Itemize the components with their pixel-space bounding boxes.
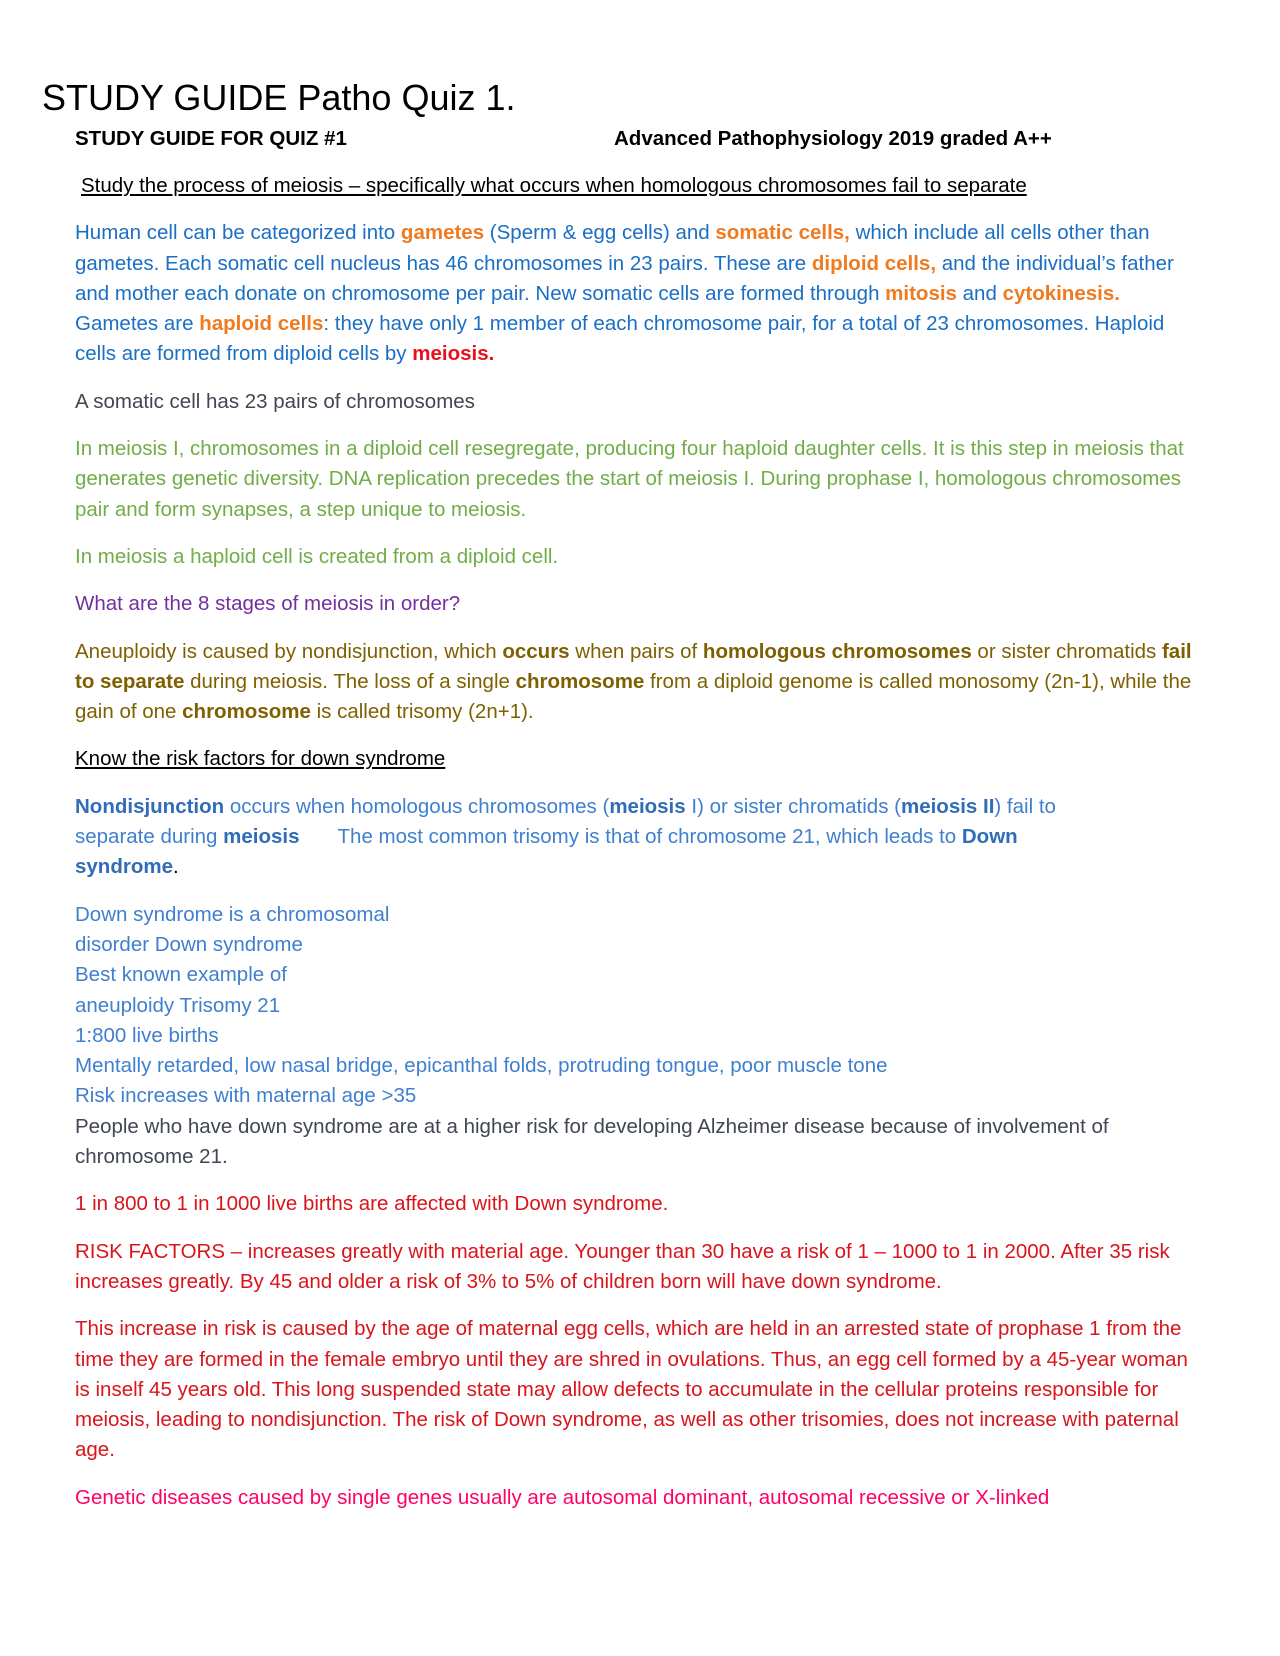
text: during meiosis. The loss of a single [184, 669, 516, 693]
bold-term: Nondisjunction [75, 794, 225, 818]
list-item: Down syndrome is a chromosomal [75, 902, 390, 926]
down-syndrome-list [75, 900, 1205, 1173]
term-haploid: haploid cells [199, 312, 324, 336]
list-item: Mentally retarded, low nasal bridge, epicanthal folds, protruding tongue, poor muscle tone [75, 1054, 888, 1078]
paragraph-genetic-diseases: Genetic diseases caused by single genes usually are autosomal dominant, autosomal recessive or X-linked [75, 1485, 1050, 1509]
section-heading-meiosis [75, 171, 1205, 201]
text: and the individual’s father and mother each donate on chromosome per pair. New somatic cells are formed through [75, 251, 1174, 305]
bold-term: meiosis [609, 794, 686, 818]
term-cytokinesis: cytokinesis. [1002, 281, 1120, 305]
bold-term: Down syndrome [75, 825, 1018, 879]
document-title: STUDY GUIDE Patho Quiz 1. [42, 77, 516, 118]
paragraph-nondisjunction [75, 792, 1085, 883]
paragraph-somatic: A somatic cell has 23 pairs of chromosomes [75, 389, 475, 413]
list-item: Risk increases with maternal age >35 [75, 1084, 417, 1108]
document-body [75, 124, 1205, 1530]
paragraph-haploid: In meiosis a haploid cell is created from a diploid cell. [75, 544, 559, 568]
section-heading-down [75, 744, 1205, 774]
paragraph-maternal-age: This increase in risk is caused by the age of maternal egg cells, which are held in an arrested state of prophase 1 from the time they are formed in the female embryo until they are shred in ovulations. Thus, an egg cell formed by a 45-year woman is inself 45 years old. This long suspended state may allow defects to accumulate in the cellular proteins responsible for meiosis, leading to nondisjunction. The risk of Down syndrome, as well as other trisomies, does not increase with paternal age. [75, 1317, 1188, 1462]
term-meiosis: meiosis. [412, 342, 495, 366]
bold-term: chromosome [182, 700, 311, 724]
text: Gametes are [75, 312, 200, 336]
text: from a diploid genome is called monosomy (2n-1), while the gain of one [75, 669, 1192, 724]
header-left: STUDY GUIDE FOR QUIZ #1 [75, 127, 347, 150]
paragraph-incidence: 1 in 800 to 1 in 1000 live births are affected with Down syndrome. [75, 1192, 669, 1216]
text: which include all cells other than gametes. Each somatic cell nucleus has 46 chromosomes in 23 pairs. These are [75, 221, 1150, 275]
paragraph-meiosis-one: In meiosis I, chromosomes in a diploid cell resegregate, producing four haploid daughter cells. It is this step in meiosis that generates genetic diversity. DNA replication precedes the start of meiosis I. During prophase I, homologous chromosomes pair and form synapses, a step unique to meiosis. [75, 437, 1184, 521]
text: The most common trisomy is that of chromosome 21, which leads to [337, 825, 962, 849]
text: and [956, 281, 1003, 305]
term-mitosis: mitosis [885, 281, 957, 305]
paragraph-question: What are the 8 stages of meiosis in order? [75, 592, 461, 616]
text: (Sperm & egg cells) and [484, 221, 716, 245]
text: Human cell can be categorized into [75, 221, 401, 245]
list-item: disorder Down syndrome [75, 932, 303, 956]
list-item: 1:800 live births [75, 1023, 219, 1047]
text: I) or sister chromatids ( [685, 794, 901, 818]
paragraph-risk-factors: RISK FACTORS – increases greatly with material age. Younger than 30 have a risk of 1 – 1000 to 1 in 2000. After 35 risk increases greatly. By 45 and older a risk of 3% to 5% of children born will have down syndrome. [75, 1239, 1170, 1293]
term-somatic: somatic cells, [715, 221, 850, 245]
bold-term: homologous chromosomes [702, 639, 972, 663]
heading-text: Know the risk factors for down syndrome [75, 747, 446, 771]
text: is called trisomy (2n+1). [310, 700, 534, 724]
text: . [172, 855, 179, 879]
term-diploid: diploid cells, [811, 251, 937, 275]
text: occurs when homologous chromosomes ( [224, 794, 610, 818]
list-item: Best known example of [75, 963, 287, 987]
text: or sister chromatids [971, 639, 1162, 663]
header-right: Advanced Pathophysiology 2019 graded A++ [614, 127, 1052, 150]
bold-term: meiosis [223, 825, 300, 849]
bold-term: occurs [502, 639, 570, 663]
paragraph-cell-types [75, 218, 1205, 369]
list-item: aneuploidy Trisomy 21 [75, 993, 281, 1017]
term-gametes: gametes [400, 221, 485, 245]
bold-term: chromosome [515, 669, 645, 693]
heading-text: Study the process of meiosis – specifically what occurs when homologous chromosomes fail to separate [81, 174, 1027, 197]
text: : they have only 1 member of each chromosome pair, for a total of 23 chromosomes. Haploid cells are formed from diploid cells by [75, 312, 1165, 366]
text: when pairs of [569, 639, 703, 663]
quiz-header [75, 124, 1205, 154]
paragraph-aneuploidy [75, 637, 1205, 728]
alzheimer-note: People who have down syndrome are at a higher risk for developing Alzheimer disease because of involvement of chromosome 21. [75, 1114, 1109, 1169]
bold-term: fail to separate [75, 639, 1192, 693]
bold-term: meiosis II [900, 794, 995, 818]
text: Aneuploidy is caused by nondisjunction, which [75, 639, 503, 663]
text: ) fail to separate during [75, 794, 1056, 849]
